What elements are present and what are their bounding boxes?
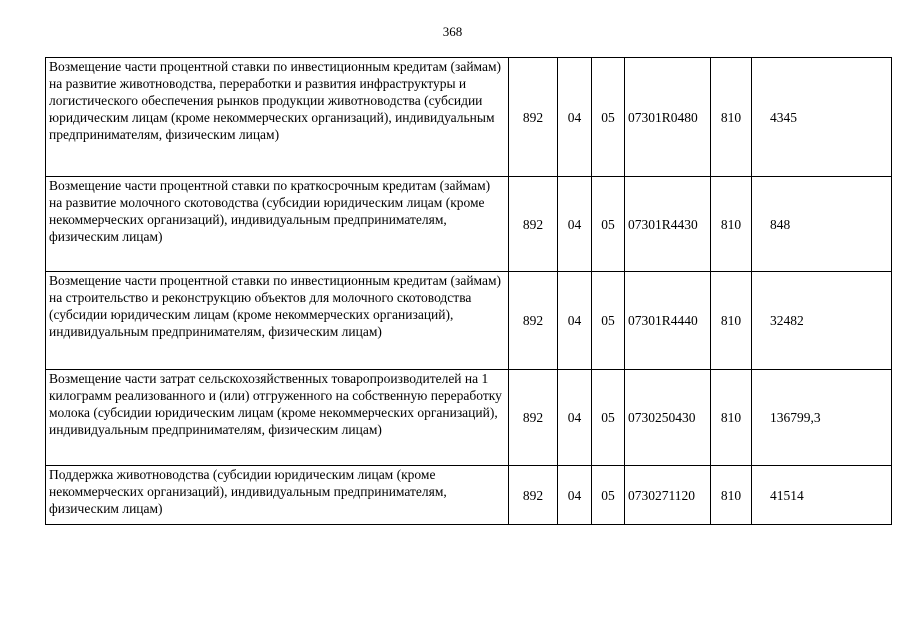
row-description: Поддержка животноводства (субсидии юридическим лицам (кроме некоммерческих организаций), индивидуальным предпринимателям, физическим лицам) (46, 466, 509, 525)
section-code: 04 (558, 272, 592, 370)
expense-type-code: 810 (711, 272, 752, 370)
table-row (46, 466, 892, 525)
row-description: Возмещение части процентной ставки по инвестиционным кредитам (займам) на развитие животноводства, переработки и развития инфраструктуры и логистического обеспечения рынков продукции животноводства (субсидии юридическим лицам (кроме некоммерческих организаций), индивидуальным предпринимателям, физическим лицам) (46, 58, 509, 177)
amount-value: 136799,3 (752, 370, 892, 466)
row-description: Возмещение части процентной ставки по краткосрочным кредитам (займам) на развитие молочного скотоводства (субсидии юридическим лицам (кроме некоммерческих организаций), индивидуальным предпринимателям, физическим лицам) (46, 177, 509, 272)
budget-table (45, 57, 892, 525)
target-article-code: 07301R0480 (625, 58, 711, 177)
ministry-code: 892 (509, 370, 558, 466)
section-code: 04 (558, 466, 592, 525)
section-code: 04 (558, 370, 592, 466)
ministry-code: 892 (509, 272, 558, 370)
target-article-code: 0730271120 (625, 466, 711, 525)
ministry-code: 892 (509, 177, 558, 272)
amount-value: 41514 (752, 466, 892, 525)
row-description: Возмещение части процентной ставки по инвестиционным кредитам (займам) на строительство и реконструкцию объектов для молочного скотоводства (субсидии юридическим лицам (кроме некоммерческих организаций), индивидуальным предпринимателям, физическим лицам) (46, 272, 509, 370)
subsection-code: 05 (592, 272, 625, 370)
target-article-code: 0730250430 (625, 370, 711, 466)
expense-type-code: 810 (711, 58, 752, 177)
table-row (46, 58, 892, 177)
ministry-code: 892 (509, 466, 558, 525)
amount-value: 32482 (752, 272, 892, 370)
expense-type-code: 810 (711, 370, 752, 466)
subsection-code: 05 (592, 58, 625, 177)
table-row (46, 370, 892, 466)
ministry-code: 892 (509, 58, 558, 177)
subsection-code: 05 (592, 370, 625, 466)
section-code: 04 (558, 177, 592, 272)
amount-value: 4345 (752, 58, 892, 177)
subsection-code: 05 (592, 177, 625, 272)
target-article-code: 07301R4440 (625, 272, 711, 370)
target-article-code: 07301R4430 (625, 177, 711, 272)
amount-value: 848 (752, 177, 892, 272)
page-number: 368 (442, 24, 463, 39)
row-description: Возмещение части затрат сельскохозяйственных товаропроизводителей на 1 килограмм реализованного и (или) отгруженного на собственную переработку молока (субсидии юридическим лицам (кроме некоммерческих организаций), индивидуальным предпринимателям, физическим лицам) (46, 370, 509, 466)
expense-type-code: 810 (711, 177, 752, 272)
expense-type-code: 810 (711, 466, 752, 525)
table-row (46, 272, 892, 370)
section-code: 04 (558, 58, 592, 177)
table-row (46, 177, 892, 272)
subsection-code: 05 (592, 466, 625, 525)
